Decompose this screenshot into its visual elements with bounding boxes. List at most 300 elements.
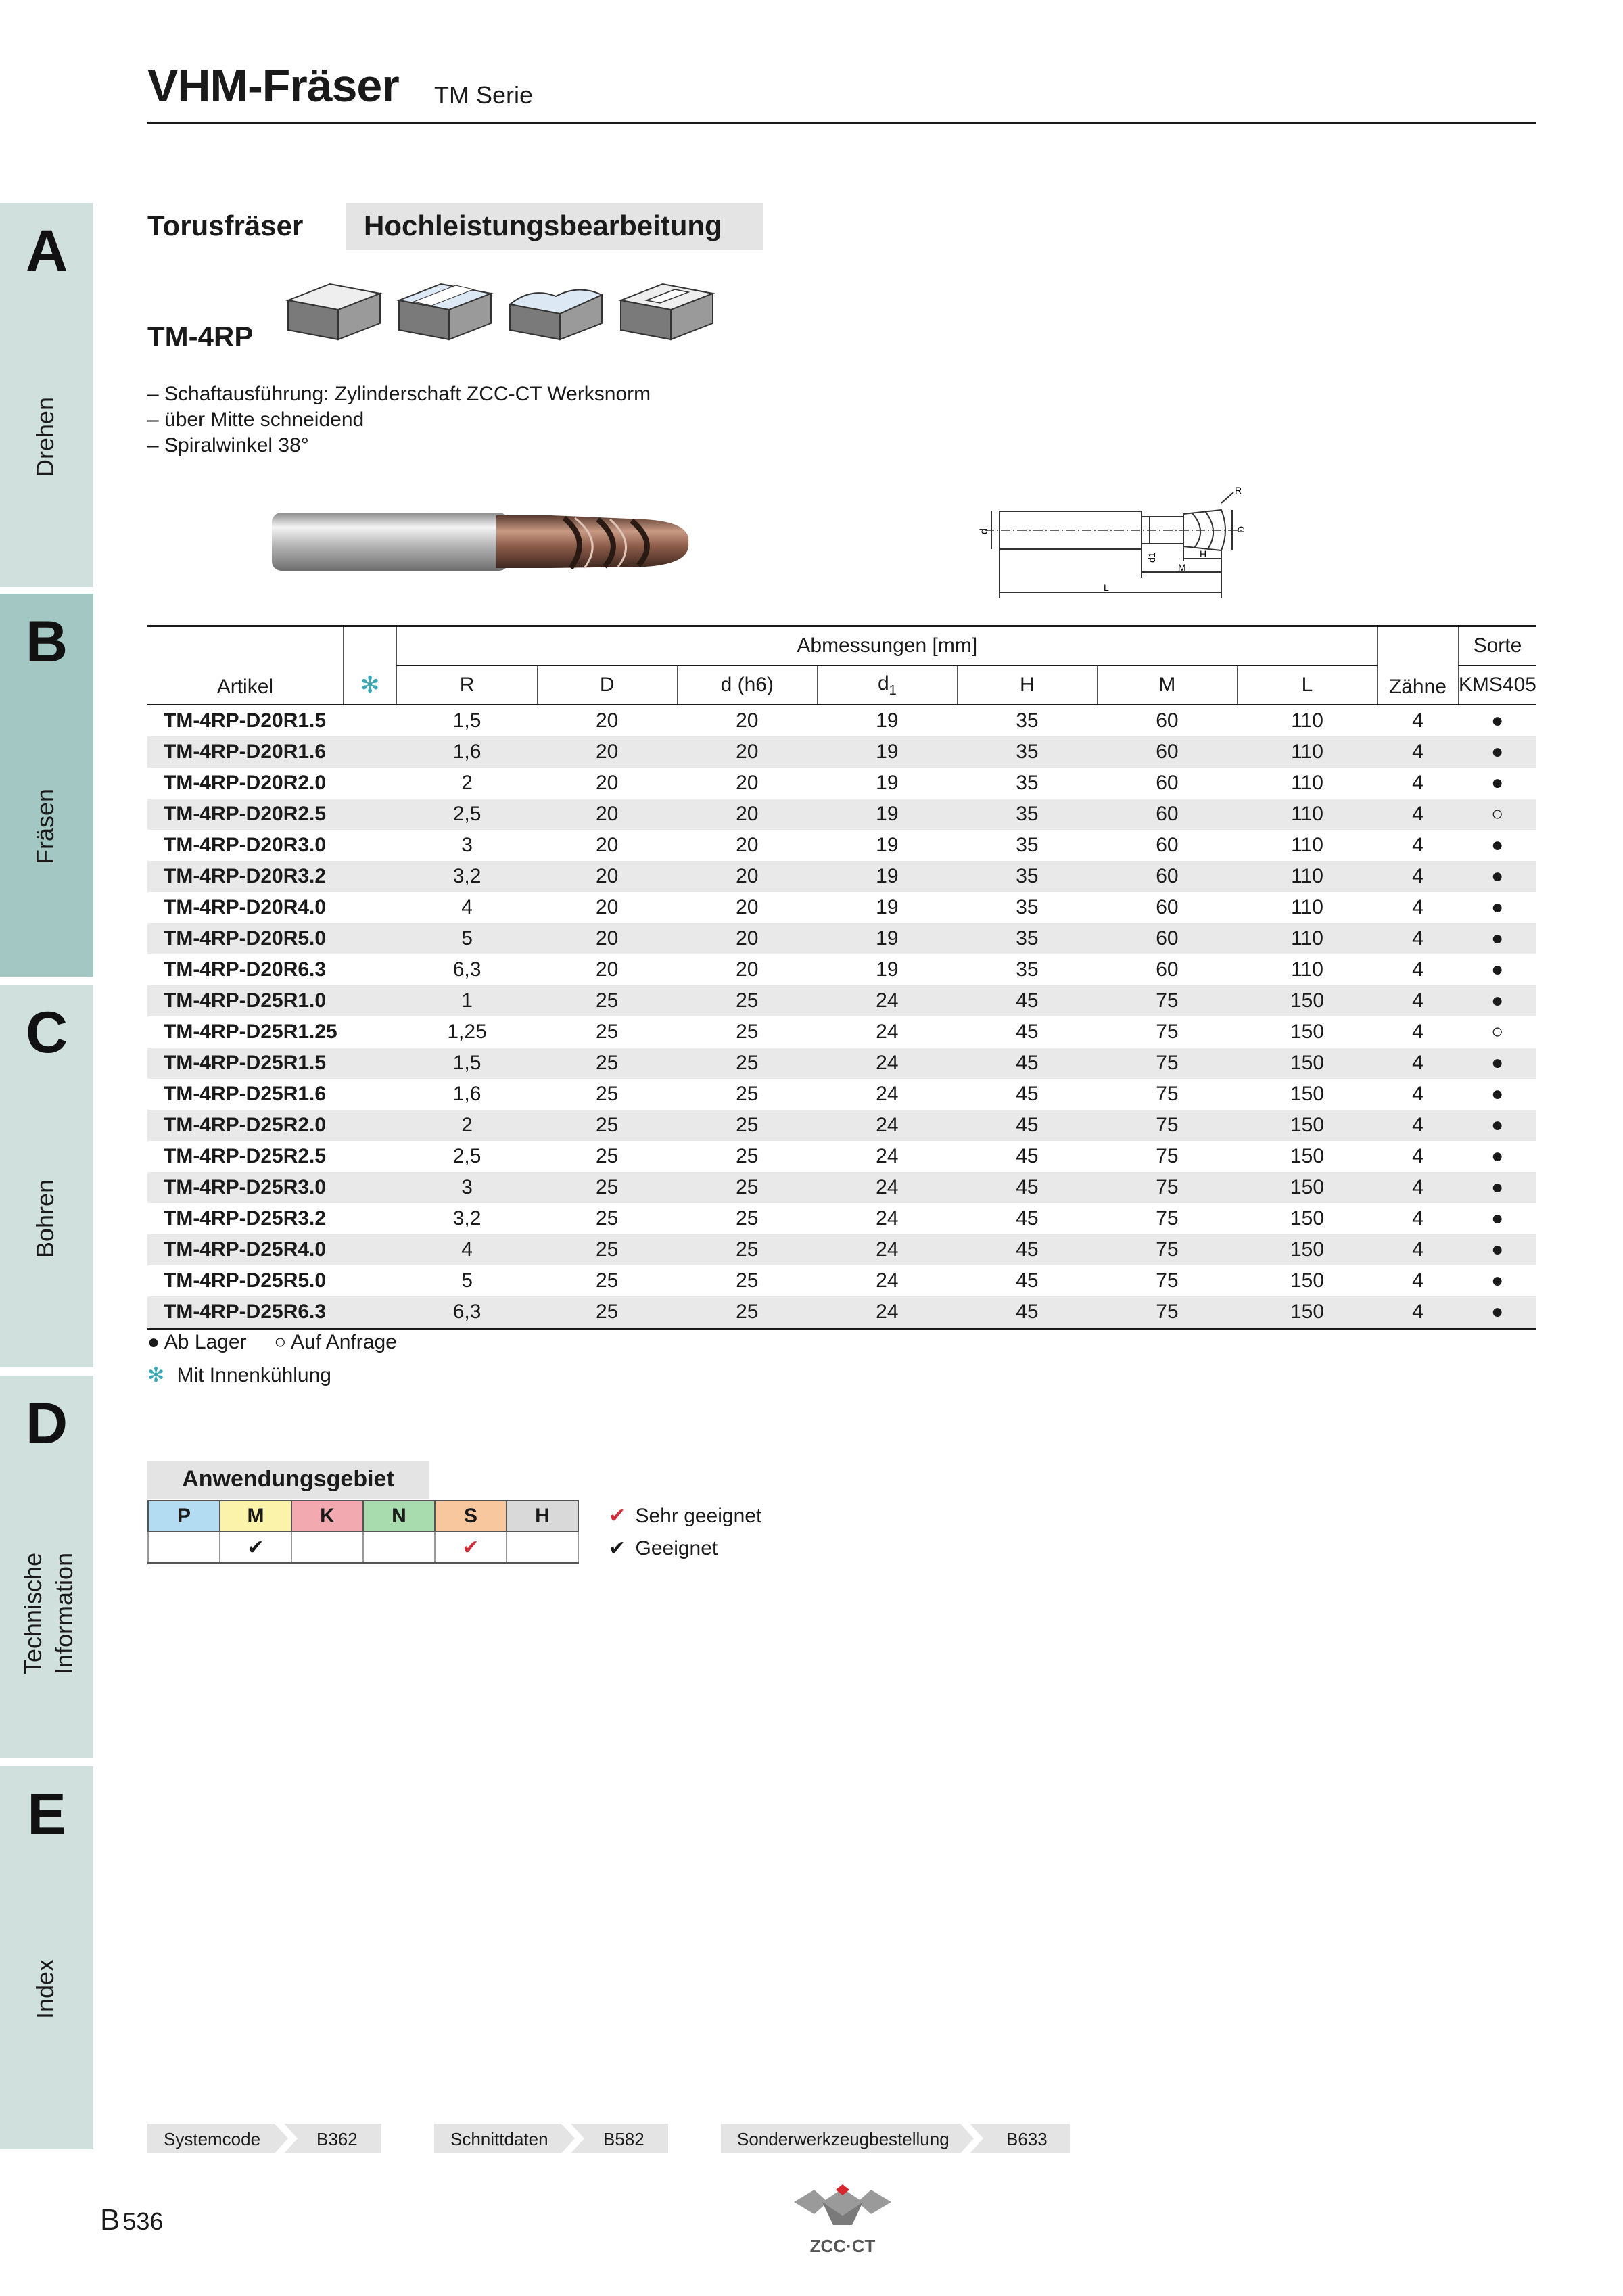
material-mark-h bbox=[507, 1532, 578, 1564]
table-row bbox=[147, 1079, 1536, 1110]
slot-icon bbox=[399, 284, 491, 339]
model-name: TM-4RP bbox=[147, 321, 254, 352]
cell-D: 25 bbox=[595, 1083, 619, 1105]
legend-on-request: ○ Auf Anfrage bbox=[274, 1331, 397, 1353]
cell-d: 25 bbox=[736, 1269, 759, 1292]
cell-R: 2 bbox=[461, 772, 473, 794]
cell-grade: ● bbox=[1491, 1207, 1504, 1229]
cell-d1: 19 bbox=[876, 927, 899, 950]
tab-fraesen[interactable] bbox=[0, 594, 93, 977]
cell-article: TM-4RP-D25R2.0 bbox=[164, 1114, 327, 1136]
cell-L: 110 bbox=[1291, 865, 1323, 887]
material-p: P bbox=[148, 1501, 220, 1532]
cell-teeth: 4 bbox=[1412, 1269, 1424, 1292]
cell-teeth: 4 bbox=[1412, 896, 1424, 918]
cell-M: 60 bbox=[1156, 709, 1179, 732]
cell-M: 75 bbox=[1156, 1269, 1179, 1292]
cell-article: TM-4RP-D20R2.0 bbox=[164, 772, 327, 794]
cell-d: 25 bbox=[736, 1052, 759, 1074]
cell-R: 1,6 bbox=[452, 741, 481, 763]
tab-bohren[interactable] bbox=[0, 985, 93, 1367]
coolant-snowflake-icon: ✻ bbox=[147, 1364, 165, 1386]
cell-coolant bbox=[343, 985, 397, 1016]
cell-d: 20 bbox=[736, 958, 759, 981]
cell-H: 35 bbox=[1016, 896, 1039, 918]
table-body bbox=[147, 705, 1536, 1329]
cell-L: 150 bbox=[1290, 1207, 1325, 1229]
material-m: M bbox=[220, 1501, 291, 1532]
legend-stock: ● Ab Lager bbox=[147, 1331, 247, 1353]
cell-d: 20 bbox=[736, 741, 759, 763]
machining-type-icons bbox=[283, 277, 715, 352]
cell-d: 25 bbox=[736, 1145, 759, 1167]
tab-label-index: Index bbox=[31, 1959, 59, 2019]
cell-d: 20 bbox=[736, 709, 759, 732]
table-row bbox=[147, 736, 1536, 768]
cell-grade: ● bbox=[1491, 1114, 1504, 1136]
cell-article: TM-4RP-D20R1.5 bbox=[164, 709, 327, 732]
col-header-d: d (h6) bbox=[677, 665, 817, 705]
block-icon bbox=[288, 284, 380, 339]
cell-H: 35 bbox=[1016, 772, 1039, 794]
cell-teeth: 4 bbox=[1412, 1021, 1424, 1043]
table-row bbox=[147, 1203, 1536, 1234]
cell-R: 1,5 bbox=[452, 709, 481, 732]
cell-teeth: 4 bbox=[1412, 1301, 1424, 1323]
end-mill-image bbox=[266, 506, 699, 580]
cell-article: TM-4RP-D25R1.0 bbox=[164, 989, 327, 1012]
cell-teeth: 4 bbox=[1412, 772, 1424, 794]
table-row bbox=[147, 1296, 1536, 1329]
ref-label: Sonderwerkzeugbestellung bbox=[737, 2129, 949, 2149]
cell-d: 20 bbox=[736, 896, 759, 918]
cell-coolant bbox=[343, 892, 397, 923]
cell-coolant bbox=[343, 830, 397, 861]
material-mark-m: ✔ bbox=[220, 1532, 291, 1564]
ref-sonderwerkzeug[interactable] bbox=[721, 2124, 1070, 2153]
page-subtitle: TM Serie bbox=[434, 81, 534, 109]
chevron-right-icon bbox=[561, 2124, 588, 2153]
cell-coolant bbox=[343, 799, 397, 830]
cell-M: 75 bbox=[1156, 989, 1179, 1012]
legend-very-suitable bbox=[609, 1504, 761, 1528]
cell-R: 4 bbox=[461, 1238, 473, 1261]
cell-d: 25 bbox=[736, 1176, 759, 1198]
cell-coolant bbox=[343, 954, 397, 985]
header-rule bbox=[147, 122, 1536, 124]
table-row bbox=[147, 799, 1536, 830]
cell-article: TM-4RP-D25R1.5 bbox=[164, 1052, 327, 1074]
coolant-snowflake-icon: ✻ bbox=[343, 626, 397, 705]
cell-d1: 24 bbox=[876, 1145, 899, 1167]
cell-d: 20 bbox=[736, 834, 759, 856]
cell-grade: ● bbox=[1491, 958, 1504, 981]
ref-label: Systemcode bbox=[164, 2129, 261, 2149]
cell-H: 35 bbox=[1016, 803, 1039, 825]
col-header-M: M bbox=[1097, 665, 1237, 705]
cell-article: TM-4RP-D25R2.5 bbox=[164, 1145, 327, 1167]
tab-index[interactable] bbox=[0, 1766, 93, 2149]
cell-D: 20 bbox=[595, 834, 619, 856]
col-header-H: H bbox=[957, 665, 1097, 705]
table-row bbox=[147, 705, 1536, 736]
tab-letter: D bbox=[25, 1391, 68, 1456]
cell-H: 45 bbox=[1016, 1207, 1039, 1229]
cell-D: 20 bbox=[595, 896, 619, 918]
cell-article: TM-4RP-D20R2.5 bbox=[164, 803, 327, 825]
material-mark-k bbox=[291, 1532, 363, 1564]
cell-H: 45 bbox=[1016, 1052, 1039, 1074]
cell-M: 60 bbox=[1156, 834, 1179, 856]
cell-L: 150 bbox=[1290, 1145, 1325, 1167]
cell-L: 110 bbox=[1291, 709, 1323, 732]
cell-R: 3 bbox=[461, 834, 473, 856]
cell-R: 1,6 bbox=[452, 1083, 481, 1105]
cell-M: 75 bbox=[1156, 1083, 1179, 1105]
material-mark-p bbox=[148, 1532, 220, 1564]
cell-coolant bbox=[343, 768, 397, 799]
cell-grade: ● bbox=[1491, 865, 1504, 887]
cell-L: 150 bbox=[1290, 1083, 1325, 1105]
material-mark-n bbox=[363, 1532, 435, 1564]
cell-D: 25 bbox=[595, 1052, 619, 1074]
material-s: S bbox=[435, 1501, 507, 1532]
table-row bbox=[147, 892, 1536, 923]
cell-L: 110 bbox=[1291, 772, 1323, 794]
cell-coolant bbox=[343, 705, 397, 736]
page-title: VHM-Fräser bbox=[147, 60, 399, 112]
cell-d1: 19 bbox=[876, 865, 899, 887]
cell-d1: 24 bbox=[876, 1114, 899, 1136]
cell-d: 25 bbox=[736, 989, 759, 1012]
cell-d1: 24 bbox=[876, 1269, 899, 1292]
cell-d1: 19 bbox=[876, 772, 899, 794]
cell-grade: ● bbox=[1491, 1145, 1504, 1167]
application-title: Anwendungsgebiet bbox=[182, 1466, 394, 1492]
table-row bbox=[147, 1141, 1536, 1172]
cell-article: TM-4RP-D20R1.6 bbox=[164, 741, 327, 763]
cell-L: 110 bbox=[1291, 927, 1323, 950]
cell-H: 35 bbox=[1016, 927, 1039, 950]
tab-letter: C bbox=[25, 1000, 68, 1065]
cell-coolant bbox=[343, 1296, 397, 1329]
cell-teeth: 4 bbox=[1412, 958, 1424, 981]
legend-coolant-text: Mit Innenkühlung bbox=[177, 1364, 331, 1386]
cell-H: 35 bbox=[1016, 709, 1039, 732]
cell-R: 3,2 bbox=[452, 865, 481, 887]
dim-label-D: D bbox=[1236, 525, 1246, 533]
cell-M: 60 bbox=[1156, 896, 1179, 918]
cell-d: 20 bbox=[736, 772, 759, 794]
dim-label-d: d bbox=[979, 528, 990, 534]
cell-article: TM-4RP-D20R4.0 bbox=[164, 896, 327, 918]
ref-label: Schnittdaten bbox=[450, 2129, 548, 2149]
cell-M: 75 bbox=[1156, 1238, 1179, 1261]
cell-D: 25 bbox=[595, 1207, 619, 1229]
table-row bbox=[147, 861, 1536, 892]
cell-D: 25 bbox=[595, 1301, 619, 1323]
feature-item: – Schaftausführung: Zylinderschaft ZCC-CT Werksnorm bbox=[147, 383, 651, 405]
cell-teeth: 4 bbox=[1412, 1207, 1424, 1229]
ref-page: B362 bbox=[316, 2129, 358, 2149]
cell-teeth: 4 bbox=[1412, 865, 1424, 887]
cell-d1: 24 bbox=[876, 1176, 899, 1198]
cell-article: TM-4RP-D20R6.3 bbox=[164, 958, 327, 981]
cell-d1: 24 bbox=[876, 1052, 899, 1074]
cell-article: TM-4RP-D25R1.25 bbox=[164, 1021, 337, 1043]
legend-suitable bbox=[609, 1537, 718, 1560]
page-number bbox=[100, 2203, 163, 2237]
cell-coolant bbox=[343, 923, 397, 954]
feature-item: – Spiralwinkel 38° bbox=[147, 434, 309, 456]
dim-label-R: R bbox=[1235, 485, 1242, 496]
cell-M: 60 bbox=[1156, 803, 1179, 825]
chevron-right-icon bbox=[275, 2124, 302, 2153]
cell-coolant bbox=[343, 1234, 397, 1265]
table-row bbox=[147, 1048, 1536, 1079]
col-group-dimensions: Abmessungen [mm] bbox=[397, 626, 1378, 666]
cell-H: 45 bbox=[1016, 1021, 1039, 1043]
table-row bbox=[147, 1016, 1536, 1048]
zcc-ct-logo bbox=[782, 2182, 903, 2263]
table-row bbox=[147, 1172, 1536, 1203]
cell-L: 110 bbox=[1291, 741, 1323, 763]
cell-M: 75 bbox=[1156, 1021, 1179, 1043]
check-icon: ✔ bbox=[609, 1537, 626, 1560]
cell-d1: 24 bbox=[876, 1301, 899, 1323]
cell-article: TM-4RP-D20R3.2 bbox=[164, 865, 327, 887]
legend-very-suitable-text: Sehr geeignet bbox=[635, 1505, 762, 1527]
cell-teeth: 4 bbox=[1412, 1238, 1424, 1261]
category-title: Torusfräser bbox=[147, 210, 304, 241]
cell-d1: 24 bbox=[876, 1207, 899, 1229]
cell-D: 20 bbox=[595, 927, 619, 950]
cell-L: 110 bbox=[1291, 958, 1323, 981]
cell-coolant bbox=[343, 1265, 397, 1296]
cell-article: TM-4RP-D25R3.2 bbox=[164, 1207, 327, 1229]
cell-R: 5 bbox=[461, 927, 473, 950]
cell-d1: 24 bbox=[876, 1083, 899, 1105]
tab-drehen[interactable] bbox=[0, 203, 93, 587]
cell-R: 5 bbox=[461, 1269, 473, 1292]
cell-d1: 19 bbox=[876, 958, 899, 981]
cell-L: 150 bbox=[1290, 1269, 1325, 1292]
cell-M: 60 bbox=[1156, 772, 1179, 794]
cell-L: 110 bbox=[1291, 803, 1323, 825]
cell-grade: ● bbox=[1491, 1269, 1504, 1292]
ref-schnittdaten[interactable] bbox=[434, 2124, 668, 2153]
cell-teeth: 4 bbox=[1412, 803, 1424, 825]
cell-grade: ● bbox=[1491, 772, 1504, 794]
cell-L: 150 bbox=[1290, 1176, 1325, 1198]
cell-coolant bbox=[343, 1016, 397, 1048]
legend-coolant bbox=[147, 1363, 331, 1387]
cell-M: 75 bbox=[1156, 1207, 1179, 1229]
tab-letter: A bbox=[25, 218, 68, 283]
cell-D: 20 bbox=[595, 741, 619, 763]
tab-letter: E bbox=[27, 1782, 66, 1847]
col-header-grade: KMS405 bbox=[1458, 665, 1536, 705]
cell-grade: ● bbox=[1491, 834, 1504, 856]
cell-H: 35 bbox=[1016, 958, 1039, 981]
cell-teeth: 4 bbox=[1412, 834, 1424, 856]
table-row bbox=[147, 1234, 1536, 1265]
cell-R: 3 bbox=[461, 1176, 473, 1198]
cell-D: 25 bbox=[595, 1114, 619, 1136]
cell-R: 4 bbox=[461, 896, 473, 918]
cell-teeth: 4 bbox=[1412, 1083, 1424, 1105]
cell-R: 1,25 bbox=[447, 1021, 487, 1043]
cell-grade: ● bbox=[1491, 989, 1504, 1012]
pocket-icon bbox=[621, 284, 713, 339]
table-row bbox=[147, 768, 1536, 799]
cell-teeth: 4 bbox=[1412, 1114, 1424, 1136]
cell-d1: 24 bbox=[876, 1238, 899, 1261]
cell-R: 6,3 bbox=[452, 958, 481, 981]
material-k: K bbox=[291, 1501, 363, 1532]
cell-teeth: 4 bbox=[1412, 1145, 1424, 1167]
cell-D: 20 bbox=[595, 772, 619, 794]
cell-D: 25 bbox=[595, 1269, 619, 1292]
col-header-D: D bbox=[537, 665, 677, 705]
cell-R: 6,3 bbox=[452, 1301, 481, 1323]
dim-label-d1: d1 bbox=[1146, 552, 1157, 563]
cell-grade: ● bbox=[1491, 1052, 1504, 1074]
cell-grade: ● bbox=[1491, 927, 1504, 950]
cell-d1: 24 bbox=[876, 1021, 899, 1043]
cell-coolant bbox=[343, 861, 397, 892]
cell-D: 25 bbox=[595, 1176, 619, 1198]
col-header-d1-sub: 1 bbox=[889, 682, 897, 698]
chevron-right-icon bbox=[960, 2124, 987, 2153]
cell-R: 2,5 bbox=[452, 1145, 481, 1167]
dim-label-M: M bbox=[1178, 562, 1186, 573]
cell-teeth: 4 bbox=[1412, 1052, 1424, 1074]
cell-coolant bbox=[343, 736, 397, 768]
material-n: N bbox=[363, 1501, 435, 1532]
cell-d: 25 bbox=[736, 1114, 759, 1136]
col-header-teeth: Zähne bbox=[1378, 626, 1459, 705]
cell-d: 25 bbox=[736, 1207, 759, 1229]
table-row bbox=[147, 954, 1536, 985]
cell-d1: 19 bbox=[876, 803, 899, 825]
cell-d1: 19 bbox=[876, 834, 899, 856]
tab-letter: B bbox=[25, 609, 68, 674]
cell-L: 150 bbox=[1290, 1238, 1325, 1261]
cell-M: 75 bbox=[1156, 1052, 1179, 1074]
cell-H: 45 bbox=[1016, 989, 1039, 1012]
table-row bbox=[147, 923, 1536, 954]
tab-label-fraesen: Fräsen bbox=[31, 788, 59, 864]
cell-M: 75 bbox=[1156, 1145, 1179, 1167]
material-h: H bbox=[507, 1501, 578, 1532]
cell-R: 1 bbox=[461, 989, 473, 1012]
cell-M: 60 bbox=[1156, 927, 1179, 950]
cell-grade: ● bbox=[1491, 1238, 1504, 1261]
cell-D: 25 bbox=[595, 1145, 619, 1167]
material-mark-s: ✔ bbox=[435, 1532, 507, 1564]
cell-d1: 19 bbox=[876, 741, 899, 763]
cell-R: 1,5 bbox=[452, 1052, 481, 1074]
cell-d1: 24 bbox=[876, 989, 899, 1012]
col-header-R: R bbox=[397, 665, 537, 705]
cell-article: TM-4RP-D25R6.3 bbox=[164, 1301, 327, 1323]
cell-D: 20 bbox=[595, 865, 619, 887]
cell-d: 20 bbox=[736, 865, 759, 887]
cell-grade: ● bbox=[1491, 896, 1504, 918]
cell-L: 150 bbox=[1290, 1021, 1325, 1043]
dim-label-L: L bbox=[1104, 582, 1109, 593]
cell-d: 25 bbox=[736, 1301, 759, 1323]
page-prefix: B bbox=[100, 2203, 120, 2236]
ref-systemcode[interactable] bbox=[147, 2124, 381, 2153]
cell-grade: ● bbox=[1491, 1176, 1504, 1198]
cell-D: 20 bbox=[595, 958, 619, 981]
application-table bbox=[147, 1500, 579, 1564]
cell-M: 75 bbox=[1156, 1301, 1179, 1323]
tab-label-bohren: Bohren bbox=[31, 1179, 59, 1258]
cell-M: 75 bbox=[1156, 1176, 1179, 1198]
table-row bbox=[147, 1265, 1536, 1296]
ref-page: B582 bbox=[603, 2129, 644, 2149]
cell-d: 20 bbox=[736, 803, 759, 825]
cell-coolant bbox=[343, 1203, 397, 1234]
cell-H: 45 bbox=[1016, 1176, 1039, 1198]
cell-grade: ● bbox=[1491, 1083, 1504, 1105]
cell-H: 35 bbox=[1016, 834, 1039, 856]
table-row bbox=[147, 830, 1536, 861]
legend-availability bbox=[147, 1331, 397, 1354]
legend-suitable-text: Geeignet bbox=[635, 1537, 718, 1560]
cell-M: 60 bbox=[1156, 958, 1179, 981]
cell-R: 2 bbox=[461, 1114, 473, 1136]
cell-teeth: 4 bbox=[1412, 709, 1424, 732]
cell-coolant bbox=[343, 1141, 397, 1172]
cell-d: 25 bbox=[736, 1083, 759, 1105]
tab-label-drehen: Drehen bbox=[31, 396, 59, 477]
ref-page: B633 bbox=[1006, 2129, 1048, 2149]
cell-article: TM-4RP-D20R3.0 bbox=[164, 834, 327, 856]
cell-article: TM-4RP-D25R4.0 bbox=[164, 1238, 327, 1261]
cell-teeth: 4 bbox=[1412, 927, 1424, 950]
table-row bbox=[147, 985, 1536, 1016]
check-icon-red: ✔ bbox=[609, 1505, 626, 1527]
cell-L: 110 bbox=[1291, 896, 1323, 918]
cell-d: 20 bbox=[736, 927, 759, 950]
cell-H: 45 bbox=[1016, 1301, 1039, 1323]
cell-D: 25 bbox=[595, 989, 619, 1012]
cell-d: 25 bbox=[736, 1238, 759, 1261]
col-header-d1 bbox=[817, 665, 957, 705]
cell-grade: ● bbox=[1491, 741, 1504, 763]
col-header-L: L bbox=[1237, 665, 1377, 705]
cell-M: 60 bbox=[1156, 865, 1179, 887]
cell-H: 45 bbox=[1016, 1145, 1039, 1167]
cell-article: TM-4RP-D25R1.6 bbox=[164, 1083, 327, 1105]
cell-H: 45 bbox=[1016, 1114, 1039, 1136]
logo-text: ZCC·CT bbox=[809, 2236, 876, 2256]
feature-item: – über Mitte schneidend bbox=[147, 408, 364, 431]
cell-d1: 19 bbox=[876, 709, 899, 732]
application-badge: Hochleistungsbearbeitung bbox=[364, 210, 722, 241]
cell-d: 25 bbox=[736, 1021, 759, 1043]
cell-H: 35 bbox=[1016, 865, 1039, 887]
cell-L: 150 bbox=[1290, 1052, 1325, 1074]
cell-R: 2,5 bbox=[452, 803, 481, 825]
cell-H: 45 bbox=[1016, 1269, 1039, 1292]
col-header-grade-group: Sorte bbox=[1458, 626, 1536, 666]
cell-article: TM-4RP-D25R3.0 bbox=[164, 1176, 327, 1198]
